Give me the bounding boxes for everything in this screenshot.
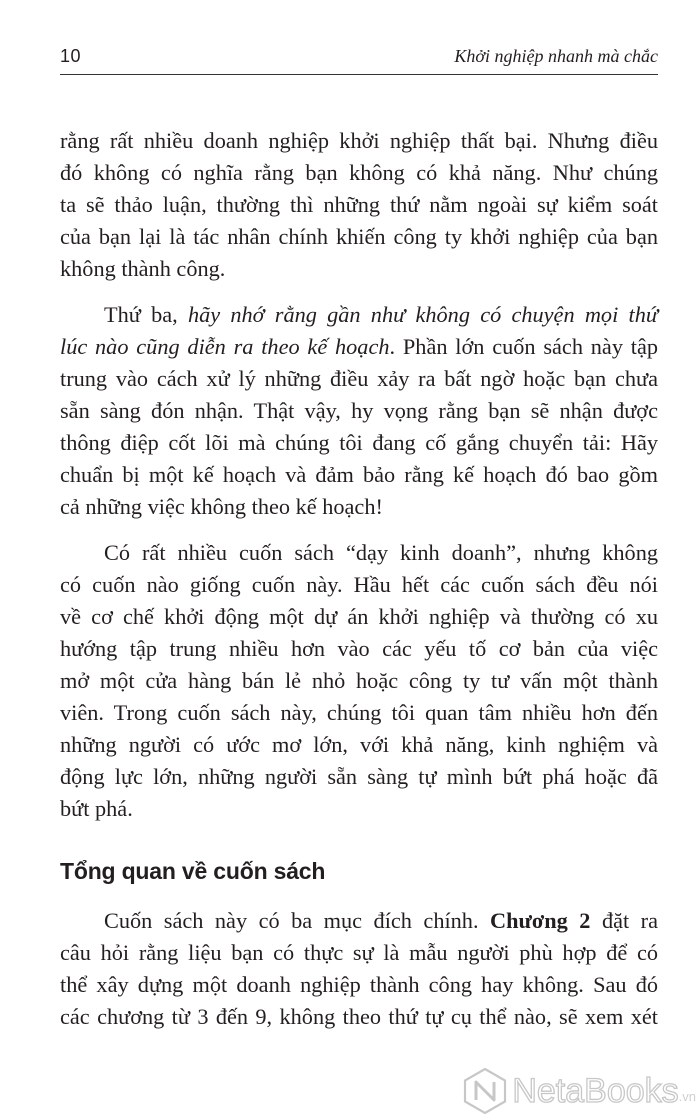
text-line: hướng tập trung nhiều hơn vào các yếu tố cơ bản của việc [60, 636, 658, 661]
text-line [60, 331, 658, 363]
watermark-text: NetaBooks [512, 1071, 679, 1110]
text-line: của bạn lại là tác nhân chính khiến công ty khởi nghiệp của bạn [60, 224, 658, 249]
watermark [460, 1066, 696, 1116]
paragraph-1 [60, 125, 658, 285]
running-title: Khởi nghiệp nhanh mà chắc [454, 46, 658, 66]
text-line: mở một cửa hàng bán lẻ nhỏ hoặc công ty tư vấn một thành [60, 668, 658, 693]
text-line: các chương từ 3 đến 9, không theo thứ tự cụ thể nào, sẽ xem xét [60, 1004, 658, 1029]
text-line: về cơ chế khởi động một dự án khởi nghiệp và thường có xu [60, 604, 658, 629]
text-line: câu hỏi rằng liệu bạn có thực sự là mẫu người phù hợp để có [60, 940, 658, 965]
text-line: trung vào cách xử lý những điều xảy ra bất ngờ hoặc bạn chưa [60, 366, 658, 391]
text-line: Có rất nhiều cuốn sách “dạy kinh doanh”, nhưng không [104, 540, 658, 565]
text-line: thông điệp cốt lõi mà chúng tôi đang cố gắng chuyển tải: Hãy [60, 430, 658, 455]
text-run: Cuốn sách này có ba mục đích chính. [104, 908, 491, 933]
page-number: 10 [60, 46, 82, 66]
emphasis-text: lúc nào cũng diễn ra theo kế hoạch [60, 334, 390, 359]
paragraph-3 [60, 537, 658, 825]
section-heading: Tổng quan về cuốn sách [60, 858, 326, 884]
text-line: chuẩn bị một kế hoạch và đảm bảo rằng kế hoạch đó bao gồm [60, 462, 658, 487]
page-header [60, 44, 658, 75]
chapter-reference: Chương 2 [490, 908, 591, 933]
text-line: thể xây dựng một doanh nghiệp thành công hay không. Sau đó [60, 972, 658, 997]
emphasis-text: hãy nhớ rằng gần như không có chuyện mọi thứ [187, 302, 659, 327]
text-line [60, 905, 658, 937]
text-line: có cuốn nào giống cuốn này. Hầu hết các cuốn sách đều nói [60, 572, 658, 597]
text-line: bứt phá. [60, 796, 133, 821]
text-line: cả những việc không theo kế hoạch! [60, 494, 383, 519]
text-line: những người có ước mơ lớn, với khả năng, kinh nghiệm và [60, 732, 658, 757]
text-line: rằng rất nhiều doanh nghiệp khởi nghiệp thất bại. Nhưng điều [60, 128, 658, 153]
page-body [60, 125, 658, 1033]
text-line: không thành công. [60, 256, 226, 281]
text-run: đặt ra [590, 908, 658, 933]
text-line [60, 299, 658, 331]
text-line: viên. Trong cuốn sách này, chúng tôi quan tâm nhiều hơn đến [60, 700, 658, 725]
text-line: ta sẽ thảo luận, thường thì những thứ nằm ngoài sự kiểm soát [60, 192, 658, 217]
paragraph-4 [60, 905, 658, 1033]
text-run: Thứ ba, [104, 302, 188, 327]
watermark-suffix: .vn [678, 1089, 696, 1104]
paragraph-2 [60, 299, 658, 523]
text-run: . Phần lớn cuốn sách này tập [389, 334, 659, 359]
text-line: động lực lớn, những người sẵn sàng tự mình bứt phá hoặc đã [60, 764, 658, 789]
text-line: đó không có nghĩa rằng bạn không có khả năng. Như chúng [60, 160, 658, 185]
netabooks-logo-icon [460, 1066, 510, 1116]
text-line: sẵn sàng đón nhận. Thật vậy, hy vọng rằng bạn sẽ nhận được [60, 398, 658, 423]
